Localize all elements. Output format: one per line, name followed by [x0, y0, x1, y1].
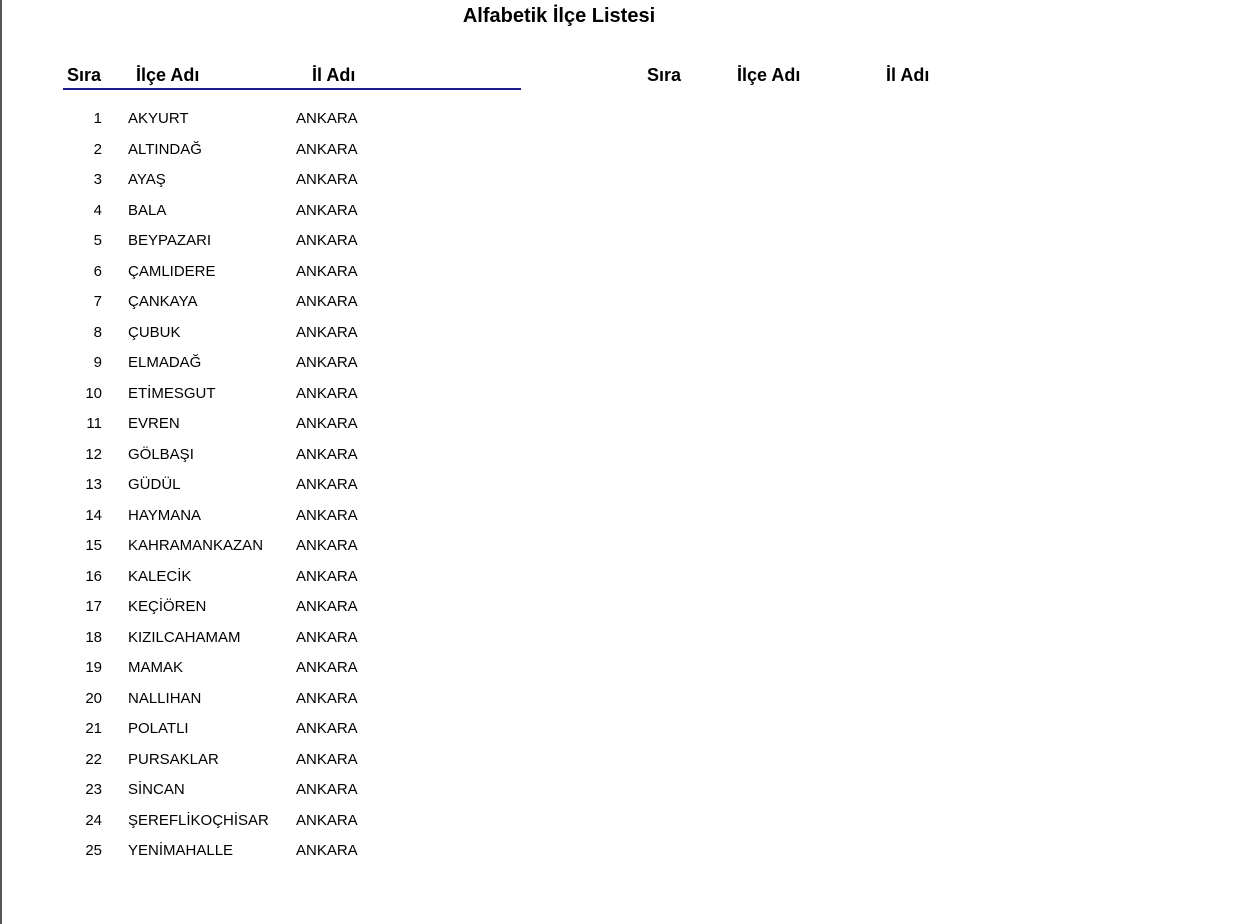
table-row — [0, 502, 600, 533]
row-number: 22 — [85, 750, 102, 768]
district-name: EVREN — [128, 415, 180, 432]
district-list — [0, 105, 600, 868]
table-row — [0, 532, 600, 563]
table-row — [0, 807, 600, 838]
table-row — [0, 441, 600, 472]
province-name: ANKARA — [296, 750, 358, 768]
table-row — [0, 685, 600, 716]
province-name: ANKARA — [296, 567, 358, 585]
province-name: ANKARA — [296, 476, 358, 493]
page-title: Alfabetik İlçe Listesi — [462, 5, 656, 27]
row-number: 3 — [93, 171, 102, 188]
row-number: 9 — [93, 354, 102, 371]
row-number: 15 — [85, 537, 102, 554]
province-name: ANKARA — [296, 598, 358, 615]
district-name: KIZILCAHAMAM — [128, 628, 241, 646]
district-name: HAYMANA — [128, 506, 202, 524]
province-name: ANKARA — [296, 506, 358, 524]
row-number: 1 — [93, 110, 102, 127]
district-name: NALLIHAN — [128, 689, 202, 707]
district-name: POLATLI — [128, 720, 189, 737]
table-row — [0, 105, 600, 136]
district-name: BALA — [128, 201, 167, 219]
right-header-ilce: İlçe Adı — [737, 65, 801, 85]
row-number: 16 — [85, 567, 102, 585]
table-row — [0, 380, 600, 411]
province-name: ANKARA — [296, 659, 358, 676]
row-number: 21 — [85, 720, 102, 737]
table-row — [0, 715, 600, 746]
district-name: ALTINDAĞ — [128, 140, 202, 158]
right-header-sira: Sıra — [647, 65, 682, 85]
table-row — [0, 654, 600, 685]
province-name: ANKARA — [296, 323, 358, 341]
table-row — [0, 197, 600, 228]
province-name: ANKARA — [296, 232, 358, 249]
province-name: ANKARA — [296, 384, 358, 402]
province-name: ANKARA — [296, 689, 358, 707]
province-name: ANKARA — [296, 140, 358, 158]
right-header-il: İl Adı — [886, 65, 930, 85]
row-number: 18 — [85, 628, 102, 646]
left-header-il: İl Adı — [312, 65, 356, 85]
row-number: 25 — [85, 842, 102, 859]
table-row — [0, 227, 600, 258]
table-row — [0, 410, 600, 441]
row-number: 17 — [85, 598, 102, 615]
table-row — [0, 837, 600, 868]
district-name: ÇAMLIDERE — [128, 262, 216, 280]
row-number: 10 — [85, 384, 102, 402]
district-name: ELMADAĞ — [128, 354, 202, 371]
table-row — [0, 166, 600, 197]
province-name: ANKARA — [296, 720, 358, 737]
row-number: 24 — [85, 811, 102, 829]
district-name: KAHRAMANKAZAN — [128, 537, 264, 554]
province-name: ANKARA — [296, 781, 358, 798]
province-name: ANKARA — [296, 201, 358, 219]
district-name: KEÇİÖREN — [128, 598, 207, 615]
row-number: 4 — [93, 201, 102, 219]
province-name: ANKARA — [296, 415, 358, 432]
row-number: 23 — [85, 781, 102, 798]
left-header-ilce: İlçe Adı — [136, 65, 200, 85]
table-row — [0, 349, 600, 380]
table-row — [0, 471, 600, 502]
table-row — [0, 624, 600, 655]
province-name: ANKARA — [296, 445, 358, 463]
table-row — [0, 563, 600, 594]
row-number: 8 — [93, 323, 102, 341]
table-row — [0, 776, 600, 807]
row-number: 19 — [85, 659, 102, 676]
row-number: 13 — [85, 476, 102, 493]
table-row — [0, 746, 600, 777]
table-row — [0, 258, 600, 289]
province-name: ANKARA — [296, 293, 358, 310]
table-row — [0, 288, 600, 319]
province-name: ANKARA — [296, 842, 358, 859]
district-name: KALECİK — [128, 567, 192, 585]
row-number: 14 — [85, 506, 102, 524]
district-name: GÜDÜL — [128, 476, 181, 493]
province-name: ANKARA — [296, 110, 358, 127]
district-name: YENİMAHALLE — [128, 842, 234, 859]
province-name: ANKARA — [296, 628, 358, 646]
province-name: ANKARA — [296, 354, 358, 371]
table-row — [0, 136, 600, 167]
province-name: ANKARA — [296, 262, 358, 280]
row-number: 7 — [93, 293, 102, 310]
district-name: PURSAKLAR — [128, 750, 219, 768]
province-name: ANKARA — [296, 537, 358, 554]
row-number: 11 — [86, 415, 102, 432]
district-name: ŞEREFLİKOÇHİSAR — [128, 811, 269, 829]
row-number: 2 — [93, 140, 102, 158]
district-name: ÇANKAYA — [128, 293, 198, 310]
district-name: SİNCAN — [128, 781, 185, 798]
district-name: AKYURT — [128, 110, 189, 127]
table-row — [0, 593, 600, 624]
district-name: MAMAK — [128, 659, 184, 676]
district-name: BEYPAZARI — [128, 232, 212, 249]
district-name: ÇUBUK — [128, 323, 181, 341]
row-number: 6 — [93, 262, 102, 280]
district-name: AYAŞ — [128, 171, 166, 188]
left-header-sira: Sıra — [67, 65, 102, 85]
table-row — [0, 319, 600, 350]
province-name: ANKARA — [296, 171, 358, 188]
row-number: 12 — [85, 445, 102, 463]
province-name: ANKARA — [296, 811, 358, 829]
row-number: 20 — [85, 689, 102, 707]
left-header-rule — [63, 88, 521, 90]
district-name: ETİMESGUT — [128, 384, 216, 402]
district-name: GÖLBAŞI — [128, 445, 194, 463]
row-number: 5 — [93, 232, 102, 249]
